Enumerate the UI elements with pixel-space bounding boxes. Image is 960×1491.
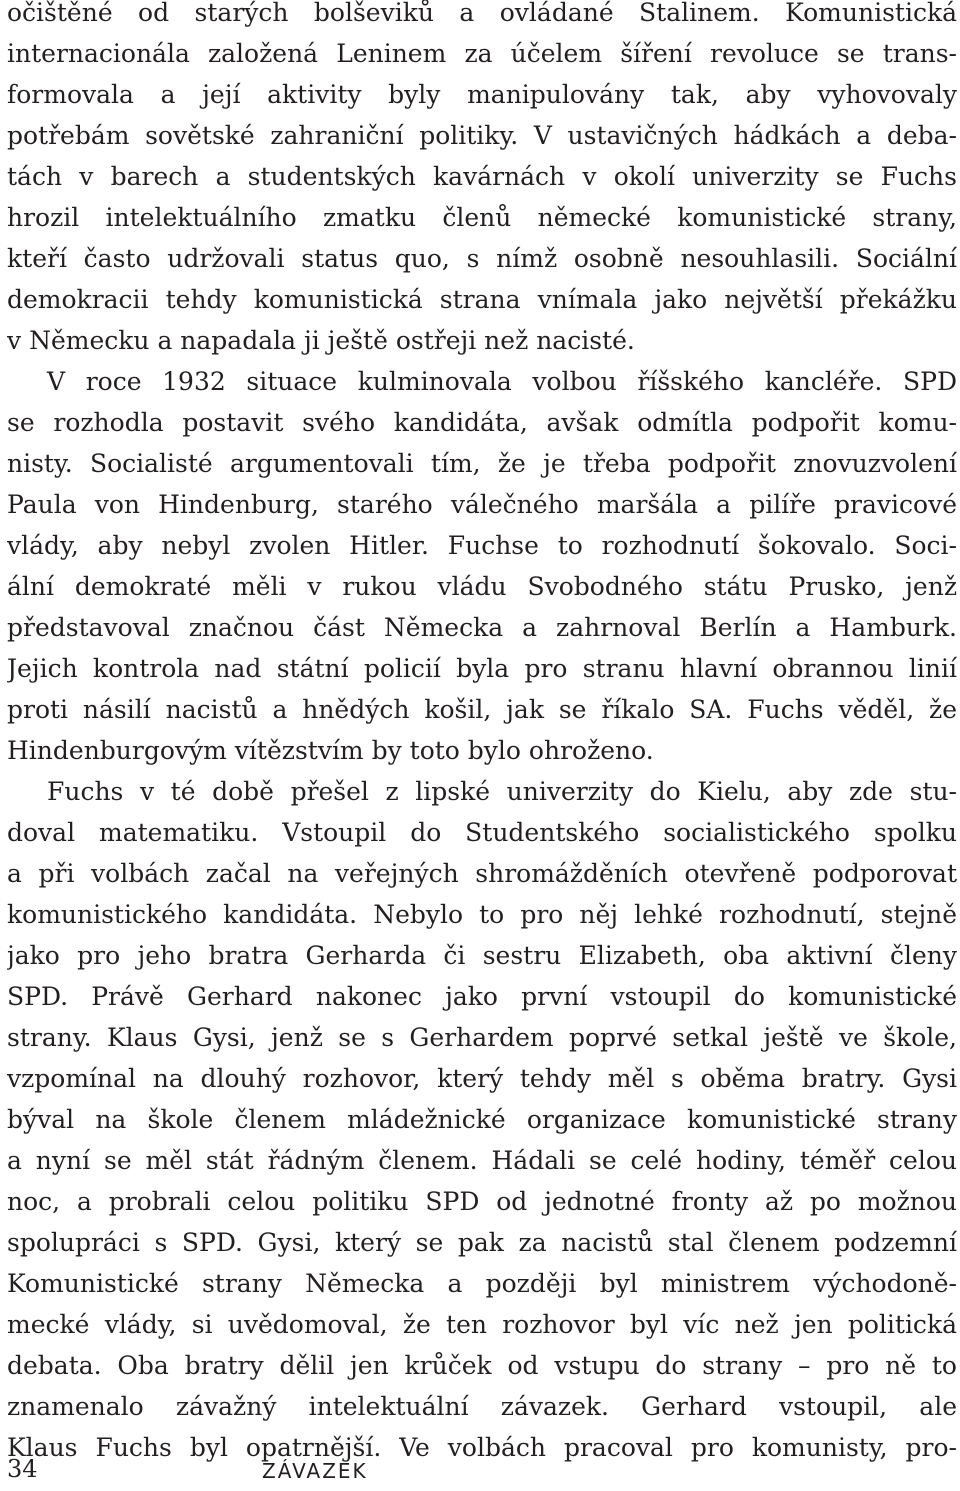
text-line: SPD. Právě Gerhard nakonec jako první vstoupil do komunistické (7, 982, 957, 1011)
text-line: ální demokraté měli v rukou vládu Svobodného státu Prusko, jenž (7, 572, 957, 601)
text-line: debata. Oba bratry dělil jen krůček od vstupu do strany – pro ně to (7, 1351, 957, 1380)
text-line: se rozhodla postavit svého kandidáta, avšak odmítla podpořit komu- (7, 408, 957, 437)
text-line: představoval značnou část Německa a zahrnoval Berlín a Hamburk. (7, 613, 957, 642)
paragraph (7, 0, 957, 361)
text-line: hrozil intelektuálního zmatku členů německé komunistické strany, (7, 203, 957, 232)
text-line: strany. Klaus Gysi, jenž se s Gerhardem poprvé setkal ještě ve škole, (7, 1023, 957, 1052)
text-line: očištěné od starých bolševiků a ovládané Stalinem. Komunistická (7, 0, 957, 27)
text-line: potřebám sovětské zahraniční politiky. V ustavičných hádkách a deba- (7, 121, 957, 150)
text-line: spolupráci s SPD. Gysi, který se pak za nacistů stal členem podzemní (7, 1228, 957, 1257)
text-line: Klaus Fuchs byl opatrnější. Ve volbách pracoval pro komunisty, pro- (7, 1433, 957, 1462)
text-line: v Německu a napadala ji ještě ostřeji než nacisté. (7, 326, 635, 355)
text-line: znamenalo závažný intelektuální závazek. Gerhard vstoupil, ale (7, 1392, 957, 1421)
text-line: Hindenburgovým vítězstvím by toto bylo ohroženo. (7, 736, 654, 765)
text-line: kteří často udržovali status quo, s nímž osobně nesouhlasili. Sociální (7, 244, 957, 273)
paragraph (7, 361, 957, 771)
text-line: jako pro jeho bratra Gerharda či sestru Elizabeth, oba aktivní členy (7, 941, 957, 970)
text-line: proti násilí nacistů a hnědých košil, jak se říkalo SA. Fuchs věděl, že (7, 695, 957, 724)
book-page-text (7, 0, 957, 1468)
text-line: vlády, aby nebyl zvolen Hitler. Fuchse to rozhodnutí šokovalo. Soci- (7, 531, 957, 560)
text-line: doval matematiku. Vstoupil do Studentského socialistického spolku (7, 818, 957, 847)
text-line: a při volbách začal na veřejných shromážděních otevřeně podporovat (7, 859, 957, 888)
text-line: formovala a její aktivity byly manipulovány tak, aby vyhovovaly (7, 80, 957, 109)
text-line: Jejich kontrola nad státní policií byla pro stranu hlavní obrannou linií (7, 654, 957, 683)
paragraph (7, 771, 957, 1468)
text-line: komunistického kandidáta. Nebylo to pro něj lehké rozhodnutí, stejně (7, 900, 957, 929)
text-line: a nyní se měl stát řádným členem. Hádali se celé hodiny, téměř celou (7, 1146, 957, 1175)
running-title: ZÁVAZEK (262, 1459, 368, 1483)
text-line: Paula von Hindenburg, starého válečného maršála a pilíře pravicové (7, 490, 957, 519)
page-number: 34 (7, 1455, 38, 1483)
text-line: Komunistické strany Německa a později byl ministrem východoně- (7, 1269, 957, 1298)
text-line: tách v barech a studentských kavárnách v okolí univerzity se Fuchs (7, 162, 957, 191)
text-line: demokracii tehdy komunistická strana vnímala jako největší překážku (7, 285, 957, 314)
text-line: Fuchs v té době přešel z lipské univerzity do Kielu, aby zde stu- (47, 777, 957, 806)
page-footer (7, 1452, 607, 1486)
text-line: noc, a probrali celou politiku SPD od jednotné fronty až po možnou (7, 1187, 957, 1216)
text-line: vzpomínal na dlouhý rozhovor, který tehdy měl s oběma bratry. Gysi (7, 1064, 957, 1093)
text-line: nisty. Socialisté argumentovali tím, že je třeba podpořit znovuzvolení (7, 449, 957, 478)
text-line: mecké vlády, si uvědomoval, že ten rozhovor byl víc než jen politická (7, 1310, 957, 1339)
text-line: internacionála založená Leninem za účelem šíření revoluce se trans- (7, 39, 957, 68)
text-line: V roce 1932 situace kulminovala volbou říšského kancléře. SPD (47, 367, 957, 396)
text-line: býval na škole členem mládežnické organizace komunistické strany (7, 1105, 957, 1134)
